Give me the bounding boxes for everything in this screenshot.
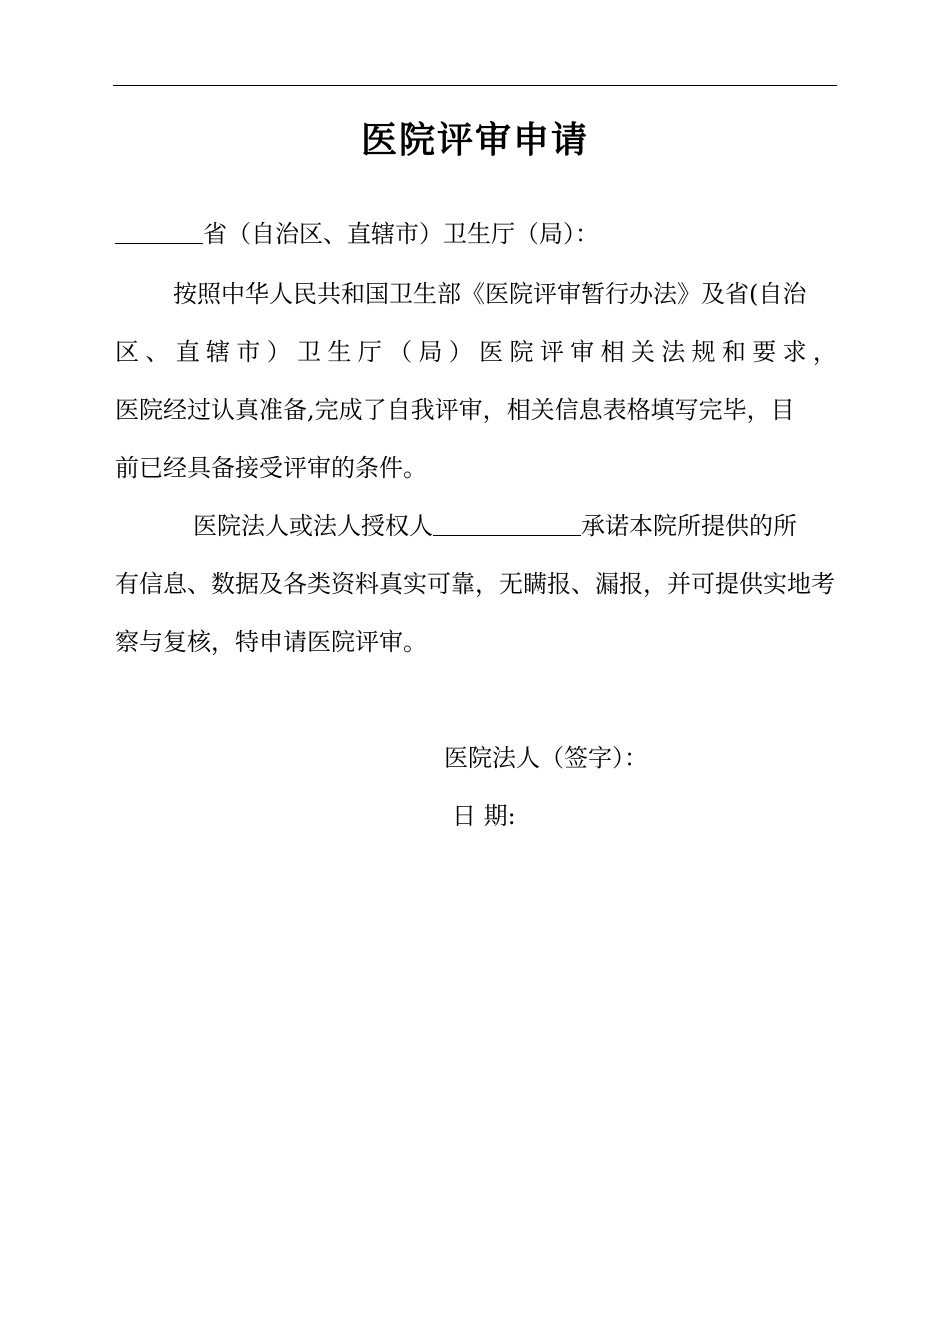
paragraph1-line2-char: ）: [448, 338, 473, 366]
paragraph1-line2-char: （: [388, 338, 413, 366]
paragraph1-line2-char: ，: [812, 338, 837, 366]
paragraph1-line2-char: 厅: [357, 338, 382, 366]
paragraph1-line2-char: 和: [721, 338, 746, 366]
paragraph1-line2-char: 院: [509, 338, 534, 366]
legal-person-signature-label: 医院法人（签字）：: [444, 744, 648, 772]
paragraph1-line2-char: 求: [782, 338, 807, 366]
paragraph1-line2-char: 评: [539, 338, 564, 366]
paragraph1-line2-char: 规: [691, 338, 716, 366]
paragraph1-line2-char: 相: [600, 338, 625, 366]
paragraph-application: [115, 265, 837, 497]
paragraph1-line4: 前已经具备接受评审的条件。: [115, 454, 427, 482]
paragraph1-line1: 按照中华人民共和国卫生部《医院评审暂行办法》及省(自治: [173, 280, 807, 308]
salutation-text: 省（自治区、直辖市）卫生厅（局）：: [203, 220, 599, 248]
paragraph-commitment: [115, 497, 837, 671]
paragraph1-line2-char: 辖: [206, 338, 231, 366]
province-blank: [115, 215, 203, 244]
authorized-person-blank: [433, 507, 581, 536]
header-rule: [113, 85, 837, 86]
paragraph1-line2-char: 局: [418, 338, 443, 366]
paragraph1-line2-char: 卫: [297, 338, 322, 366]
paragraph1-line2-char: 、: [145, 338, 170, 366]
paragraph1-line3: 医院经过认真准备,完成了自我评审，相关信息表格填写完毕，目: [115, 396, 795, 424]
paragraph1-line2-char: 生: [327, 338, 352, 366]
paragraph1-line2-char: 市: [236, 338, 261, 366]
paragraph2-line1: [115, 497, 837, 555]
paragraph1-line2-char: 关: [630, 338, 655, 366]
date-label: 日 期:: [452, 802, 516, 830]
commitment-suffix: 承诺本院所提供的所: [581, 512, 797, 540]
paragraph1-line2: [115, 323, 837, 381]
paragraph1-line2-char: 审: [570, 338, 595, 366]
paragraph1-line2-char: 要: [752, 338, 777, 366]
paragraph2-line2: 有信息、数据及各类资料真实可靠，无瞒报、漏报，并可提供实地考: [115, 570, 835, 598]
paragraph1-line2-char: 医: [479, 338, 504, 366]
paragraph1-line2-char: ）: [266, 338, 291, 366]
paragraph2-line3: 察与复核，特申请医院评审。: [115, 628, 427, 656]
paragraph1-line2-char: 法: [661, 338, 686, 366]
paragraph1-line2-char: 区: [115, 338, 139, 366]
document-title: 医院评审申请: [360, 119, 589, 161]
salutation: [115, 205, 837, 263]
commitment-prefix: 医院法人或法人授权人: [193, 512, 433, 540]
paragraph1-line2-char: 直: [175, 338, 200, 366]
